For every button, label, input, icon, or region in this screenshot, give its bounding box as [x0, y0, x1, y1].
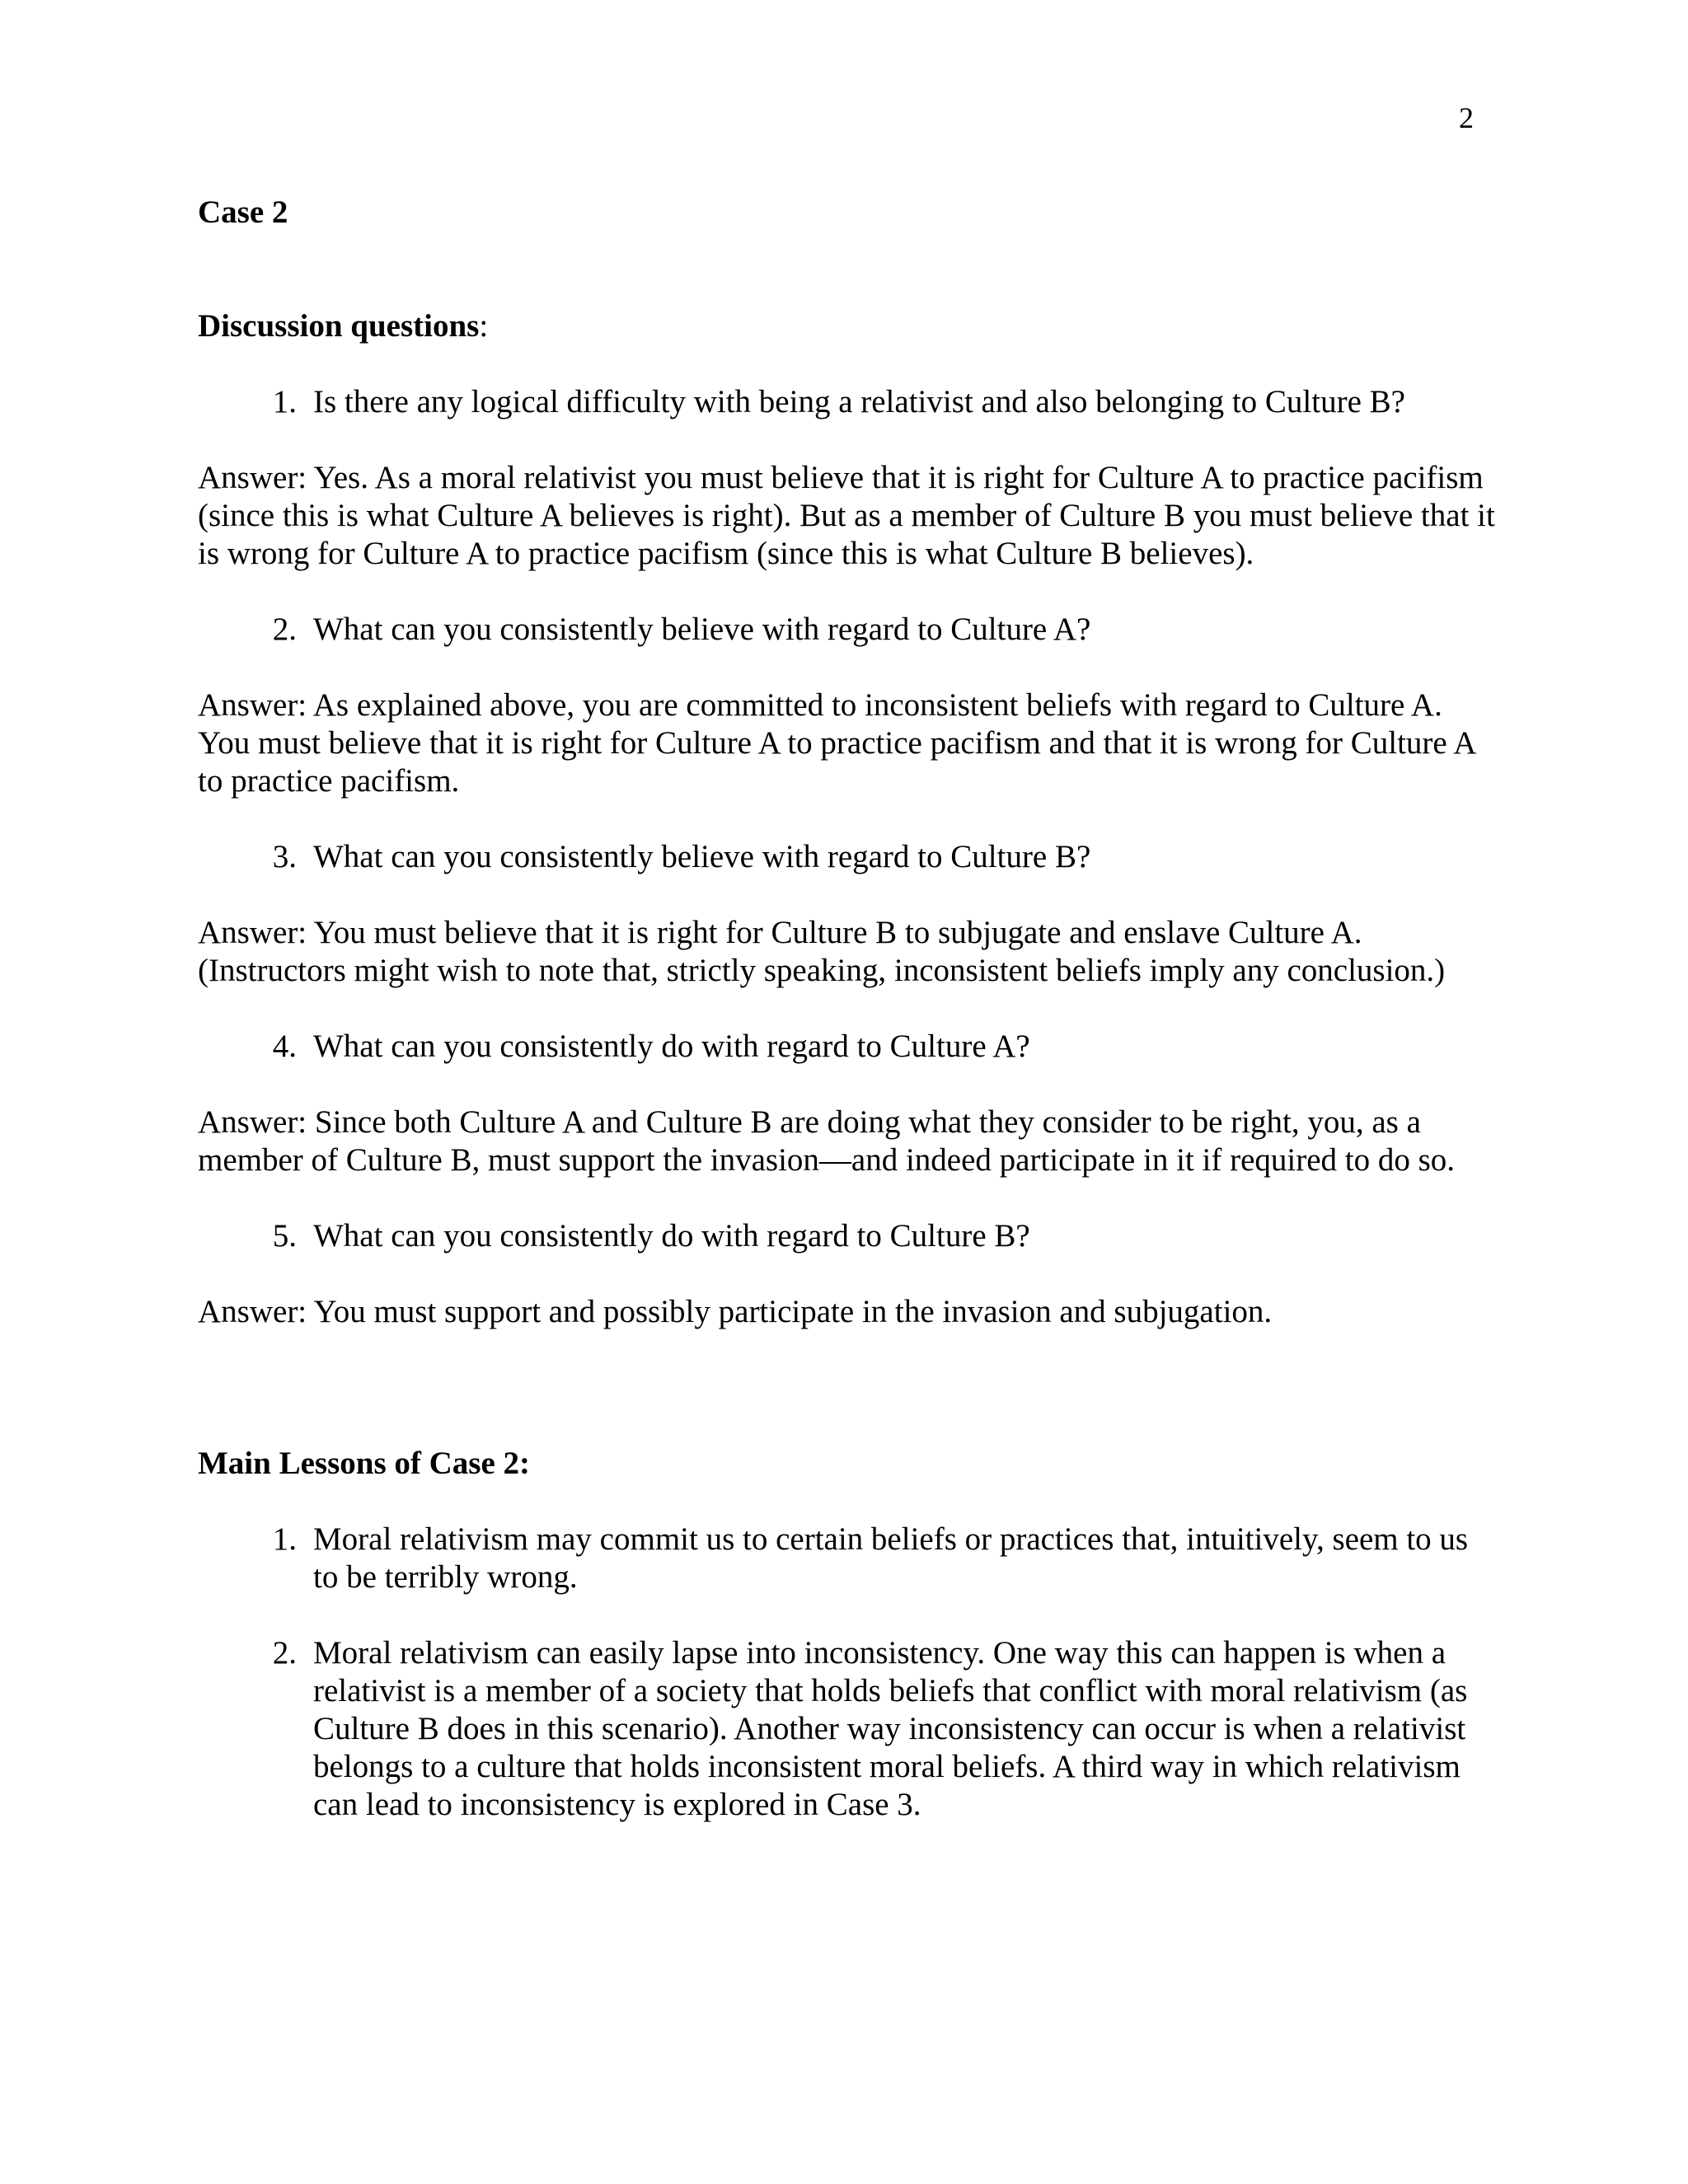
- answer-text: Answer: As explained above, you are committed to inconsistent beliefs with regard to Culture A. You must believe that it is right for Culture A to practice pacifism and that it is wrong for Culture A to practice pacifism.: [198, 687, 1475, 799]
- section-spacer: [198, 1369, 1500, 1445]
- lesson-text: Moral relativism can easily lapse into inconsistency. One way this can happen is when a relativist is a member of a society that holds beliefs that conflict with moral relativism (as Culture B does in this scenario). Another way inconsistency can occur is when a relativist belongs to a culture that holds inconsistent moral beliefs. A third way in which relativism can lead to inconsistency is explored in Case 3.: [313, 1635, 1468, 1822]
- discussion-heading: [198, 307, 1500, 345]
- case-title: Case 2: [198, 194, 288, 230]
- question-item: [198, 611, 1500, 649]
- lesson-text: Moral relativism may commit us to certain beliefs or practices that, intuitively, seem to us to be terribly wrong.: [313, 1521, 1469, 1595]
- question-text: What can you consistently believe with regard to Culture B?: [313, 839, 1091, 874]
- answer-text: Answer: Yes. As a moral relativist you must believe that it is right for Culture A to practice pacifism (since this is what Culture A believes is right). But as a member of Culture B you must believe that it is wrong for Culture A to practice pacifism (since this is what Culture B believes).: [198, 460, 1495, 571]
- lesson-number: 1.: [272, 1521, 297, 1557]
- discussion-heading-colon: :: [479, 308, 489, 344]
- answer-text: Answer: You must support and possibly participate in the invasion and subjugation.: [198, 1294, 1273, 1329]
- question-text: What can you consistently do with regard to Culture B?: [313, 1218, 1030, 1254]
- question-text: Is there any logical difficulty with being a relativist and also belonging to Culture B?: [313, 384, 1405, 419]
- lesson-item: [198, 1634, 1500, 1824]
- question-item: [198, 383, 1500, 421]
- question-number: 3.: [272, 839, 297, 874]
- question-item: [198, 1028, 1500, 1066]
- lesson-number: 2.: [272, 1635, 297, 1671]
- question-text: What can you consistently do with regard to Culture A?: [313, 1029, 1030, 1064]
- question-number: 5.: [272, 1218, 297, 1254]
- question-item: [198, 1217, 1500, 1255]
- discussion-heading-text: Discussion questions: [198, 308, 480, 344]
- page-number: 2: [1459, 101, 1474, 134]
- page-content: [198, 194, 1500, 1862]
- question-number: 1.: [272, 384, 297, 419]
- question-item: [198, 838, 1500, 876]
- answer-text: Answer: Since both Culture A and Culture B are doing what they consider to be right, you, as a member of Culture B, must support the invasion—and indeed participate in it if required to do so.: [198, 1104, 1456, 1178]
- question-number: 4.: [272, 1029, 297, 1064]
- question-text: What can you consistently believe with regard to Culture A?: [313, 612, 1091, 647]
- lessons-heading: Main Lessons of Case 2:: [198, 1446, 531, 1481]
- lesson-item: [198, 1521, 1500, 1596]
- answer-text: Answer: You must believe that it is right for Culture B to subjugate and enslave Culture A. (Instructors might wish to note that, strictly speaking, inconsistent beliefs imply any conclusion.): [198, 915, 1446, 988]
- question-number: 2.: [272, 612, 297, 647]
